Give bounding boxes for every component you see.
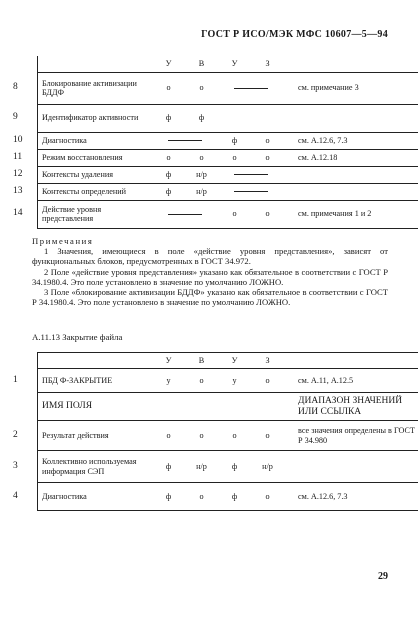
field-name: Контексты удаления xyxy=(38,166,153,183)
table-row xyxy=(10,483,418,511)
cell-v: н/р xyxy=(185,451,218,483)
cell-v: н/р xyxy=(185,166,218,183)
table-row xyxy=(10,149,418,166)
cell-v: н/р xyxy=(185,183,218,200)
field-name: Коллективно используемая информация СЭП xyxy=(38,451,153,483)
table-row xyxy=(10,451,418,483)
cell-u1: ф xyxy=(152,483,185,511)
cell-z: о xyxy=(265,375,270,385)
field-name: Блокирование активизации БДДФ xyxy=(38,72,153,104)
cell-u2: ф xyxy=(218,451,251,483)
cell-note xyxy=(284,451,418,483)
cell-note: см. А.12.6, 7.3 xyxy=(284,132,418,149)
field-name: ПБД Ф-ЗАКРЫТИЕ xyxy=(38,369,153,393)
cell-note xyxy=(284,183,418,200)
table-row xyxy=(10,72,418,104)
cell-note: все значения определены в ГОСТ Р 34.980 xyxy=(284,421,418,451)
col-header-v: В xyxy=(185,353,218,369)
table-1-header-row xyxy=(10,56,418,72)
col-header-u1: У xyxy=(152,56,185,72)
cell-u2: ф xyxy=(218,483,251,511)
cell-dash xyxy=(218,183,284,200)
cell-u2: о xyxy=(218,421,251,451)
cell-u1: о xyxy=(166,83,171,93)
col-header-z: З xyxy=(251,56,284,72)
cell-v: ф xyxy=(185,104,218,132)
cell-z: о xyxy=(251,149,284,166)
cell-dash xyxy=(218,166,284,183)
cell-note: см. А.12.18 xyxy=(284,149,418,166)
cell-u2: о xyxy=(218,200,251,228)
note-3: 3 Поле «блокирование активизации БДДФ» указано как обязательное в соответствии с ГОСТ Р 34.1980.4. Это поле установлено в значение по умолчанию ЛОЖНО. xyxy=(32,287,388,308)
field-name: Действие уровня представления xyxy=(38,200,153,228)
row-number: 14 xyxy=(13,208,23,219)
cell-v: о xyxy=(199,83,204,93)
cell-note: см. А.12.6, 7.3 xyxy=(284,483,418,511)
cell-u1: ф xyxy=(152,104,185,132)
cell-u2: о xyxy=(218,149,251,166)
col-header-u1: У xyxy=(152,353,185,369)
attributes-table-1 xyxy=(10,56,418,229)
field-name: Результат действия xyxy=(38,421,153,451)
notes-title: Примечания xyxy=(32,236,94,246)
field-name: Диагностика xyxy=(38,483,153,511)
table-row xyxy=(10,132,418,149)
cell-v: о xyxy=(185,483,218,511)
cell-u2: у xyxy=(232,375,237,385)
cell-v: о xyxy=(199,375,204,385)
cell-u1: ф xyxy=(152,166,185,183)
col-header-u2: У xyxy=(218,56,251,72)
cell-u1: ф xyxy=(152,451,185,483)
cell-dash xyxy=(152,132,218,149)
col-header-v: В xyxy=(185,56,218,72)
cell-note: см. примечания 1 и 2 xyxy=(284,200,418,228)
cell-note xyxy=(284,166,418,183)
cell-z: о xyxy=(251,200,284,228)
field-name: ИМЯ ПОЛЯ xyxy=(38,393,153,421)
row-number: 1 xyxy=(13,374,18,385)
cell-z: н/р xyxy=(251,451,284,483)
table-row xyxy=(10,200,418,228)
col-header-z: З xyxy=(251,353,284,369)
row-number: 13 xyxy=(13,185,23,196)
table-row xyxy=(10,166,418,183)
cell-u2: ф xyxy=(218,132,251,149)
row-number: 12 xyxy=(13,168,23,179)
cell-u2 xyxy=(218,104,251,132)
section-subheading: А.11.13 Закрытие файла xyxy=(32,332,123,342)
row-number: 4 xyxy=(13,490,18,501)
row-number: 8 xyxy=(13,82,18,93)
note-2: 2 Поле «действие уровня представления» указано как обязательное в соответствии с ГОСТ Р 34.1980.4. Это поле установлено в значение по умолчанию ЛОЖНО. xyxy=(32,266,388,287)
cell-z: о xyxy=(251,421,284,451)
field-name: Контексты определений xyxy=(38,183,153,200)
field-name: Идентификатор активности xyxy=(38,104,153,132)
row-number: 10 xyxy=(13,134,23,145)
cell-v: о xyxy=(185,421,218,451)
cell-u1: у xyxy=(166,375,171,385)
cell-z: о xyxy=(251,132,284,149)
cell-u1: ф xyxy=(152,183,185,200)
row-number: 2 xyxy=(13,429,18,440)
table-row xyxy=(10,369,418,393)
cell-z: о xyxy=(251,483,284,511)
table-2-header-row xyxy=(10,353,418,369)
cell-dash xyxy=(152,200,218,228)
cell-note: см. А.11, А.12.5 xyxy=(298,375,354,385)
field-name: Режим восстановления xyxy=(38,149,153,166)
cell-u1: о xyxy=(152,421,185,451)
table-row xyxy=(10,393,418,421)
col-header-u2: У xyxy=(218,353,251,369)
attributes-table-2 xyxy=(10,352,418,511)
table-row xyxy=(10,104,418,132)
note-1: 1 Значения, имеющиеся в поле «действие уровня представления», зависят от функциональных блоков, предусмотренных в ГОСТ 34.972. xyxy=(32,246,388,267)
cell-z xyxy=(251,104,284,132)
row-number: 9 xyxy=(13,112,18,123)
cell-note xyxy=(284,104,418,132)
table-row xyxy=(10,183,418,200)
page-header: ГОСТ Р ИСО/МЭК МФС 10607—5—94 xyxy=(201,29,388,40)
page-number: 29 xyxy=(378,571,388,582)
cell-dash xyxy=(218,72,284,104)
cell-v: о xyxy=(185,149,218,166)
notes-block xyxy=(32,236,388,307)
cell-u1: о xyxy=(152,149,185,166)
row-number: 3 xyxy=(13,460,18,471)
table-row xyxy=(10,421,418,451)
cell-note: ДИАПАЗОН ЗНАЧЕНИЙ ИЛИ ССЫЛКА xyxy=(284,393,418,421)
cell-note: см. примечание 3 xyxy=(298,83,359,93)
row-number: 11 xyxy=(13,151,23,162)
field-name: Диагностика xyxy=(38,132,153,149)
